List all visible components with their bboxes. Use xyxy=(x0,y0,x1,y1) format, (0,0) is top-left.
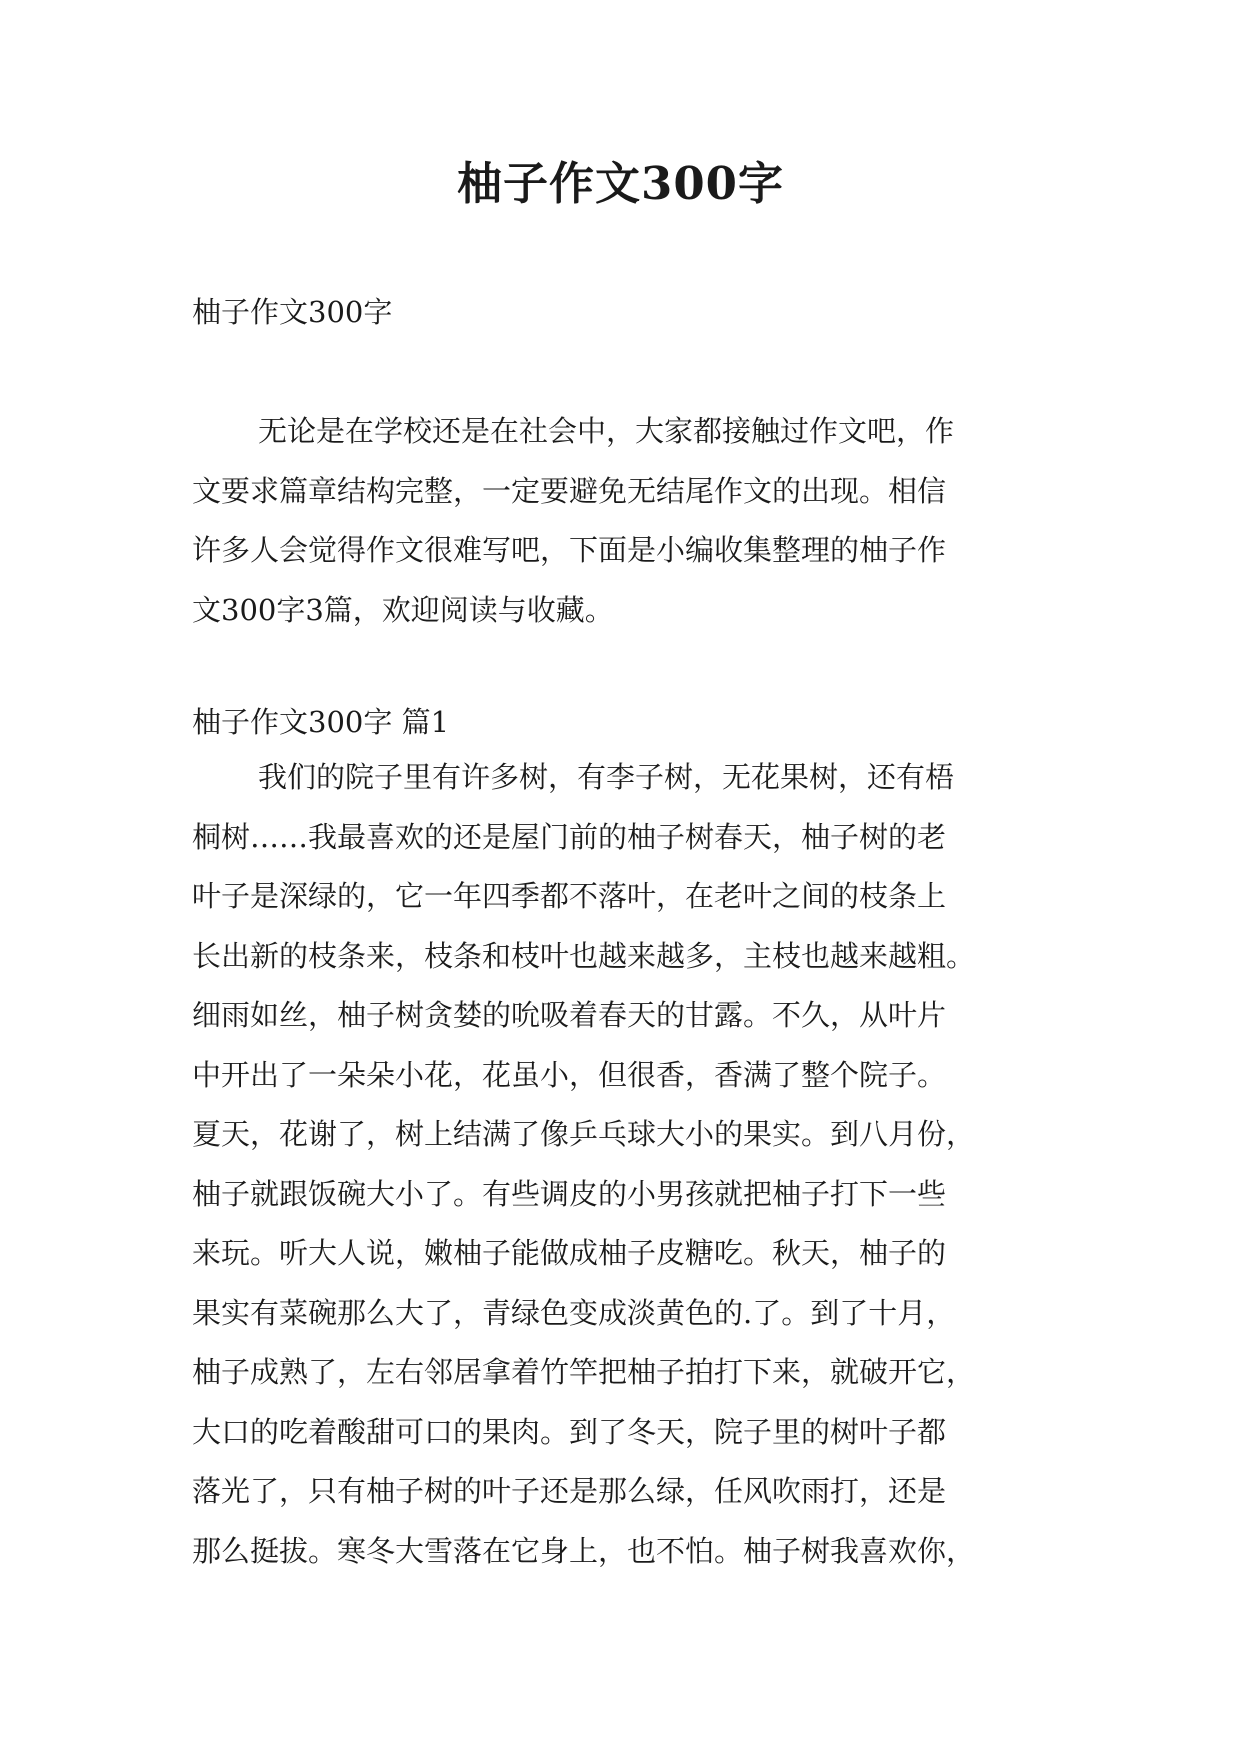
essay-line: 来玩。听大人说，嫩柚子能做成柚子皮糖吃。秋天，柚子的 xyxy=(192,1236,947,1270)
essay-line: 柚子就跟饭碗大小了。有些调皮的小男孩就把柚子打下一些 xyxy=(192,1176,947,1211)
intro-line: 无论是在学校还是在社会中，大家都接触过作文吧，作 xyxy=(258,414,955,448)
essay-line: 果实有菜碗那么大了，青绿色变成淡黄色的.了。到了十月， xyxy=(192,1295,956,1330)
document-title: 柚子作文300字 xyxy=(457,157,784,210)
intro-line: 许多人会觉得作文很难写吧，下面是小编收集整理的柚子作 xyxy=(192,533,947,567)
essay-line: 中开出了一朵朵小花，花虽小，但很香，香满了整个院子。 xyxy=(192,1057,947,1092)
essay-line: 叶子是深绿的，它一年四季都不落叶，在老叶之间的枝条上 xyxy=(192,879,947,913)
section-heading: 柚子作文300字 篇1 xyxy=(192,705,450,739)
essay-line: 夏天，花谢了，树上结满了像乒乓球大小的果实。到八月份， xyxy=(192,1117,976,1151)
essay-line: 落光了，只有柚子树的叶子还是那么绿，任风吹雨打，还是 xyxy=(192,1474,947,1508)
essay-line: 长出新的枝条来，枝条和枝叶也越来越多，主枝也越来越粗。 xyxy=(192,938,976,973)
document-subtitle: 柚子作文300字 xyxy=(192,295,393,329)
essay-paragraph xyxy=(192,748,1052,1581)
essay-line: 细雨如丝，柚子树贪婪的吮吸着春天的甘露。不久，从叶片 xyxy=(192,998,947,1032)
intro-line: 文要求篇章结构完整，一定要避免无结尾作文的出现。相信 xyxy=(192,473,947,508)
essay-line: 大口的吃着酸甜可口的果肉。到了冬天，院子里的树叶子都 xyxy=(192,1414,947,1449)
essay-line: 我们的院子里有许多树，有李子树，无花果树，还有梧 xyxy=(258,760,955,794)
intro-line: 文300字3篇，欢迎阅读与收藏。 xyxy=(192,592,614,627)
essay-line: 柚子成熟了，左右邻居拿着竹竿把柚子拍打下来，就破开它， xyxy=(192,1355,976,1389)
intro-paragraph xyxy=(192,402,1052,640)
essay-line: 桐树……我最喜欢的还是屋门前的柚子树春天，柚子树的老 xyxy=(192,819,947,854)
essay-line: 那么挺拔。寒冬大雪落在它身上，也不怕。柚子树我喜欢你， xyxy=(192,1533,976,1568)
